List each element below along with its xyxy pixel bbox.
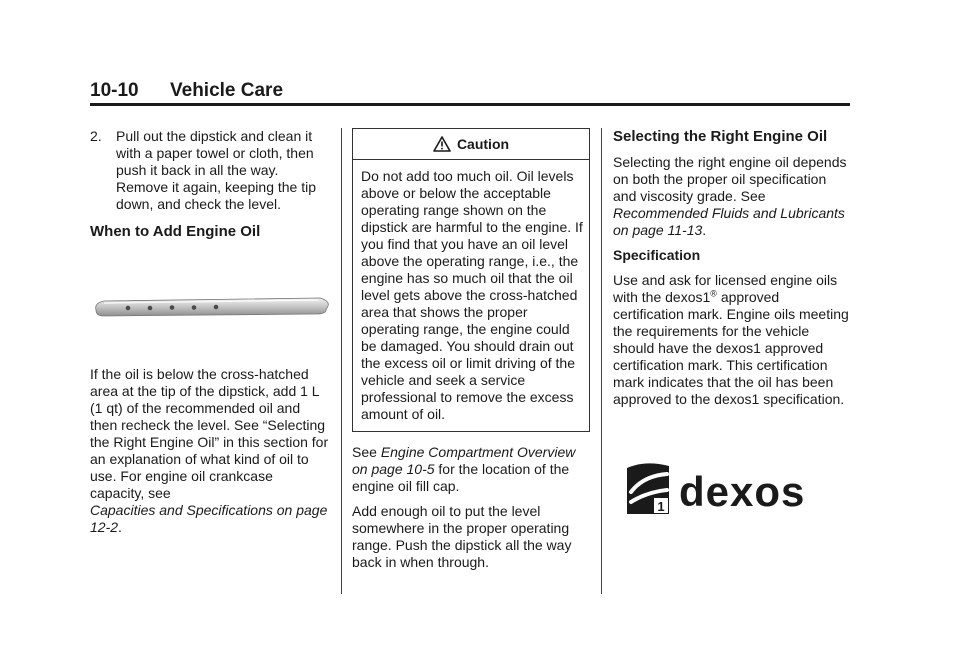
heading-selecting-oil: Selecting the Right Engine Oil: [613, 128, 828, 145]
registered-mark: ®: [710, 288, 717, 299]
column-2: [352, 128, 592, 579]
add-oil-paragraph: Add enough oil to put the level somewhere in the proper operating range. Push the dipstick all the way back in when through.: [352, 503, 572, 570]
column-divider-2: [601, 128, 602, 594]
warning-icon: [433, 136, 451, 152]
specification-paragraph: [613, 272, 853, 408]
heading-specification: Specification: [613, 247, 701, 263]
section-title: Vehicle Care: [170, 80, 284, 101]
period: .: [118, 519, 122, 535]
caution-title: Caution: [456, 135, 510, 152]
caution-box: [352, 128, 590, 432]
recommended-fluids-reference: Recommended Fluids and Lubricants on page 11-13: [613, 205, 845, 238]
see-engine-compartment-paragraph: [352, 444, 592, 495]
oil-level-text: If the oil is below the cross-hatched area at the tip of the dipstick, add 1 L (1 qt) of the recommended oil and then recheck the level. See “Selecting the Right Engine Oil” in this section for an explanation of what kind of oil to use. For engine oil crankcase capacity, see: [90, 366, 329, 501]
period: .: [702, 222, 707, 238]
column-divider-1: [341, 128, 342, 594]
step-text: Pull out the dipstick and clean it with a paper towel or cloth, then push it back in all the way. Remove it again, keeping the tip down, and check the level.: [116, 128, 317, 212]
engine-compartment-reference: Engine Compartment Overview on page 10-5: [352, 444, 576, 477]
dipstick-illustration: [90, 248, 330, 358]
dexos-logo-number: 1: [657, 499, 665, 514]
column-1: [90, 128, 330, 544]
page-number: 10-10: [90, 80, 139, 101]
column-3: [613, 128, 853, 518]
dexos-logo-word: dexos: [679, 468, 806, 515]
capacities-reference: Capacities and Specifications on page 12-2: [90, 502, 328, 535]
oil-level-paragraph: [90, 366, 330, 536]
caution-header: [353, 129, 589, 160]
header-rule: [90, 103, 850, 106]
spec-text-start: Use and ask for licensed engine oils with the dexos1: [613, 272, 838, 305]
see-label: See: [352, 444, 377, 460]
selecting-oil-paragraph: [613, 154, 853, 239]
see-post-text: for the location of the engine oil fill cap.: [352, 461, 570, 494]
caution-text: Do not add too much oil. Oil levels above or below the acceptable operating range shown on the dipstick are harmful to the engine. If you find that you have an oil level above the operating range, i.e., the engine has so much oil that the oil level gets above the cross-hatched area that shows the proper operating range, the engine could be damaged. You should drain out the excess oil or limit driving of the vehicle and seek a service professional to remove the excess amount of oil.: [361, 168, 583, 422]
step-number: 2.: [90, 128, 102, 144]
dexos-logo: [623, 458, 843, 518]
heading-when-to-add: When to Add Engine Oil: [90, 223, 261, 240]
step-item: [90, 128, 330, 213]
spec-text-end: approved certification mark. Engine oils meeting the requirements for the vehicle should have the dexos1 approved certification mark. This certification mark indicates that the oil has been approved to the dexos1 specification.: [613, 289, 849, 407]
selecting-text: Selecting the right engine oil depends on both the proper oil specification and viscosity grade. See: [613, 154, 847, 204]
